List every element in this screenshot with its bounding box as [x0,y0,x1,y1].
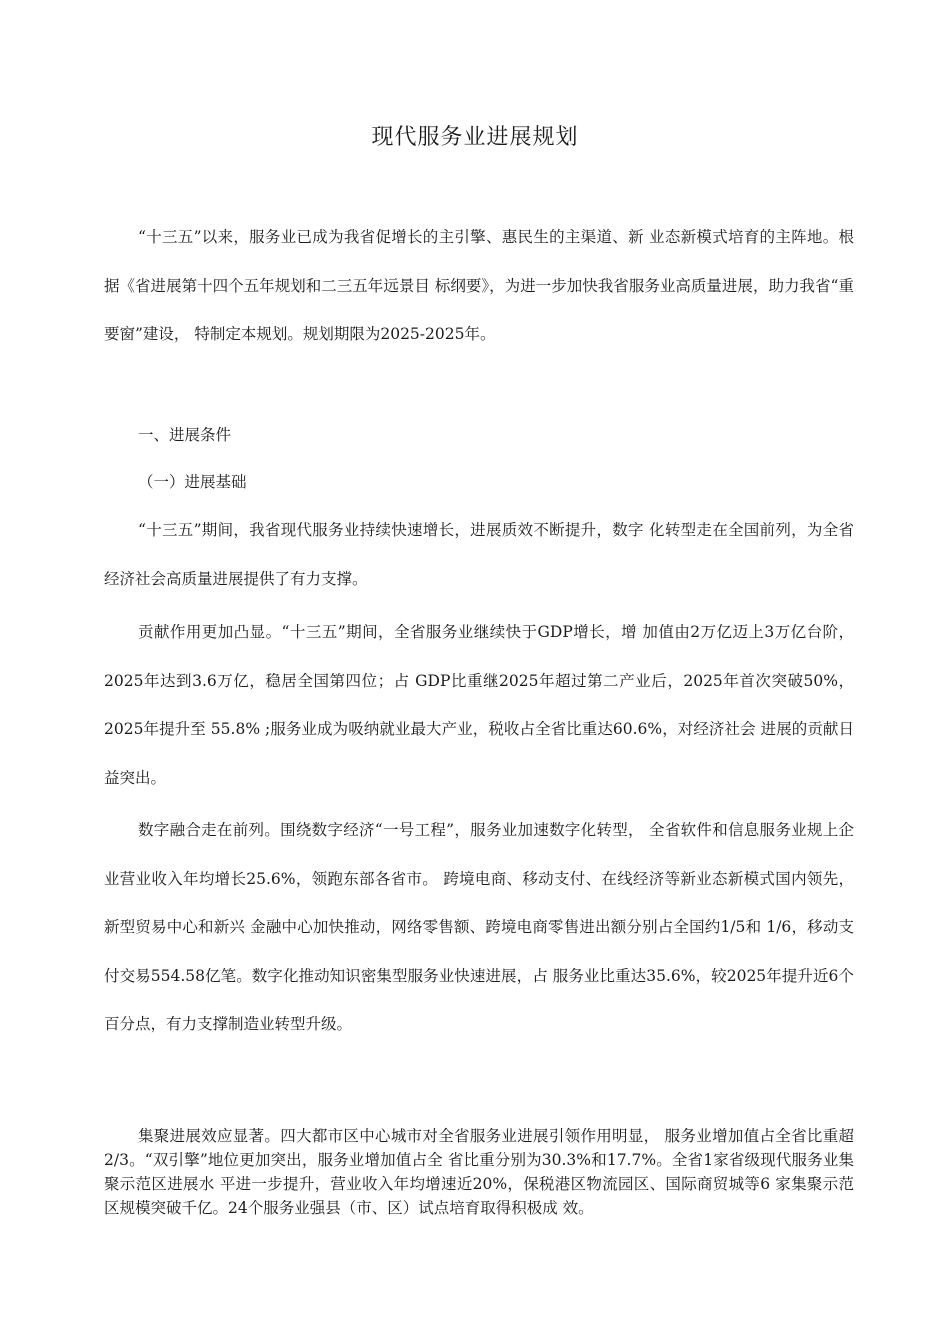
document-title: 现代服务业进展规划 [371,125,579,150]
section-heading: 一、进展条件 [138,426,232,444]
body-paragraph: “十三五”期间，我省现代服务业持续快速增长，进展质效不断提升，数字 化转型走在全国前列，为全省经济社会高质量进展提供了有力支撑。 [104,521,854,588]
body-paragraph: 数字融合走在前列。围绕数字经济“一号工程”，服务业加速数字化转型， 全省软件和信息服务业规上企业营业收入年均增长25.6%，领跑东部各省市。 跨境电商、移动支付、在线经济等新业态新模式国内领先，新型贸易中心和新兴 金融中心加快推动，网络零售额、跨境电商零售进出额分别占全国约1/5和 1/6，移动支付交易554.58亿笔。数字化推动知识密集型服务业快速进展，占 服务业比重达35.6%，较2025年提升近6个百分点，有力支撑制造业转型升级。 [104,821,854,1033]
intro-paragraph: “十三五”以来，服务业已成为我省促增长的主引擎、惠民生的主渠道、新 业态新模式培育的主阵地。根据《省进展第十四个五年规划和二三五年远景目 标纲要》，为进一步加快我省服务业高质量进展，助力我省“重要窗”建设， 特制定本规划。规划期限为2025-2025年。 [104,228,854,343]
body-paragraph: 集聚进展效应显著。四大都市区中心城市对全省服务业进展引领作用明显， 服务业增加值占全省比重超2/3。“双引擎”地位更加突出，服务业增加值占全 省比重分别为30.3%和17.7%。全省1家省级现代服务业集聚示范区进展水 平进一步提升，营业收入年均增速近20%，保税港区物流园区、国际商贸城等6 家集聚示范区规模突破千亿。24个服务业强县（市、区）试点培育取得积极成 效。 [104,1127,854,1217]
subsection-heading: （一）进展基础 [138,473,247,491]
body-paragraph: 贡献作用更加凸显。“十三五”期间，全省服务业继续快于GDP增长，增 加值由2万亿迈上3万亿台阶，2025年达到3.6万亿，稳居全国第四位；占 GDP比重继2025年超过第二产业后，2025年首次突破50%，2025年提升至 55.8% ;服务业成为吸纳就业最大产业，税收占全省比重达60.6%，对经济社会 进展的贡献日益突出。 [104,623,854,787]
